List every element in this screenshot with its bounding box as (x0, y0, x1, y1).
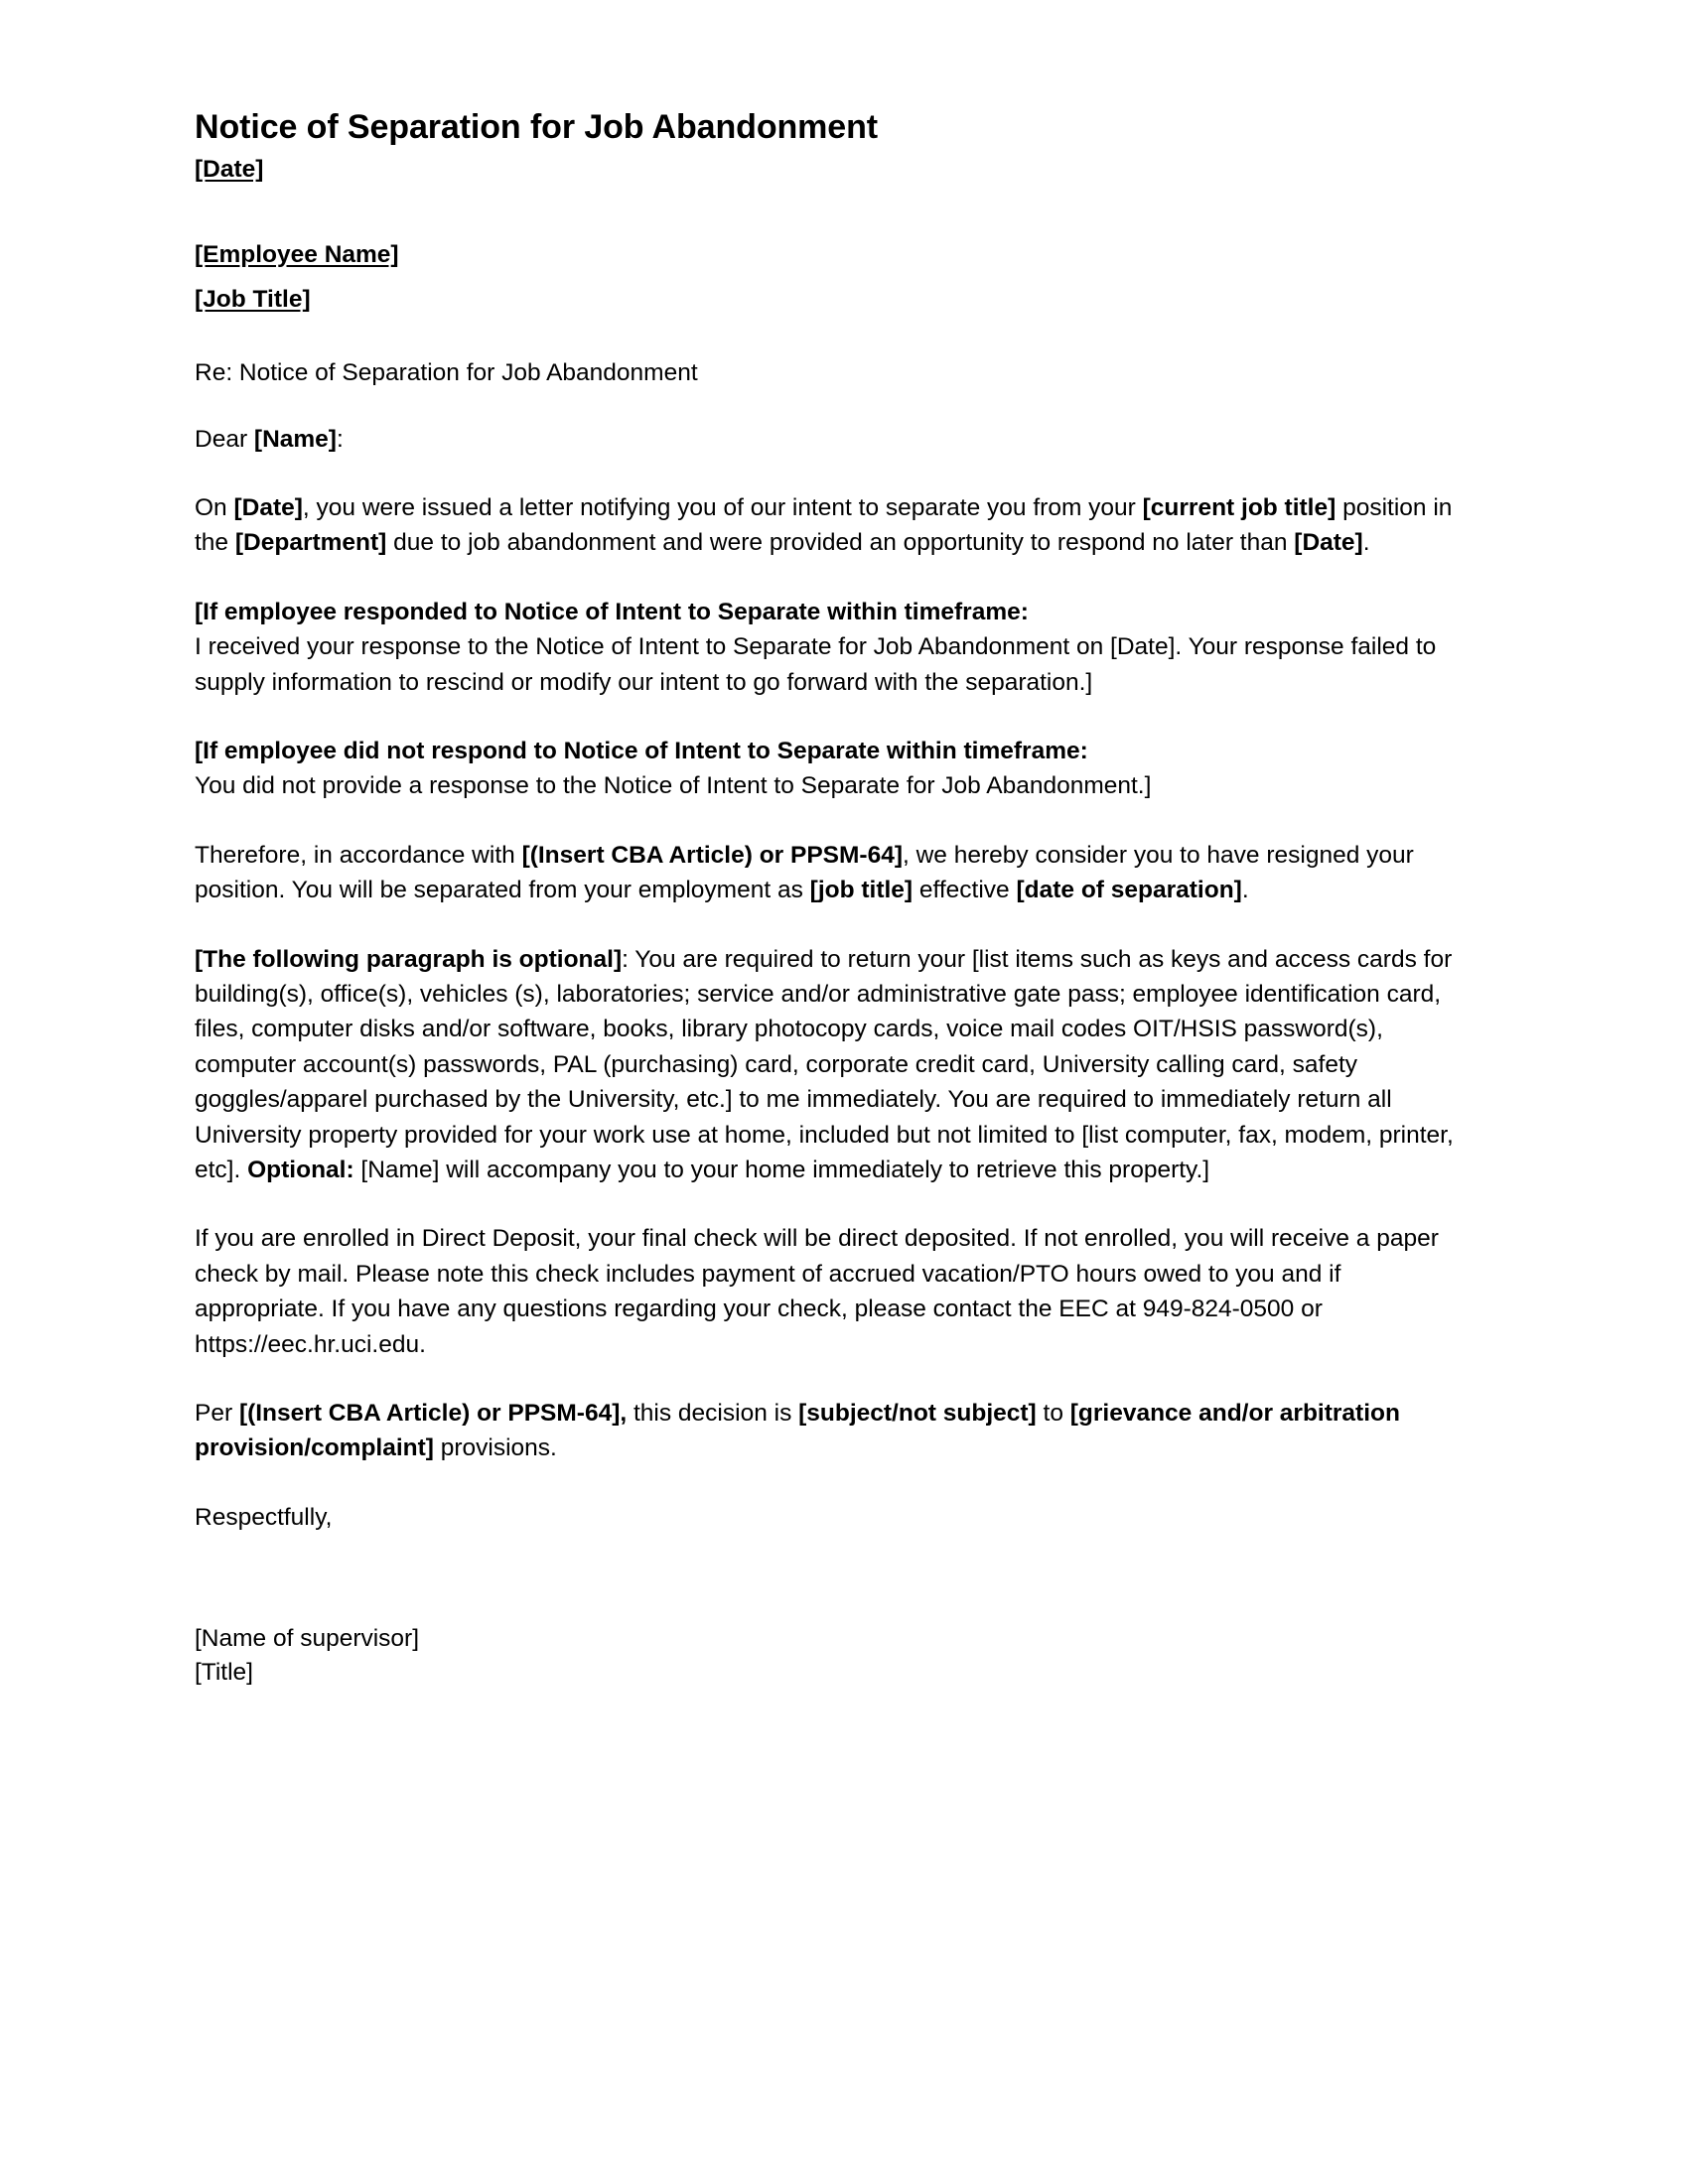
intro-seg-2: , you were issued a letter notifying you of our intent to separate you from your (302, 494, 1143, 522)
per-subject: [subject/not subject] (798, 1399, 1037, 1427)
salutation (195, 423, 1468, 457)
spacer (195, 389, 1468, 423)
spacer (195, 272, 1468, 283)
optional-paragraph (195, 942, 1468, 1188)
spacer (195, 700, 1468, 734)
spacer (195, 908, 1468, 942)
job-title-placeholder: [Job Title] (195, 285, 311, 313)
signature-title: [Title] (195, 1659, 253, 1687)
conditional-not-responded-body: You did not provide a response to the Notice of Intent to Separate for Job Abandonment.] (195, 772, 1152, 800)
spacer (195, 561, 1468, 595)
therefore-job-title: [job title] (809, 877, 914, 904)
signature-name: [Name of supervisor] (195, 1625, 420, 1653)
spacer (195, 1362, 1468, 1396)
salutation-name-placeholder: [Name] (253, 426, 337, 454)
per-grievance: [grievance and/or arbitration provision/complaint] (195, 1399, 1400, 1462)
re-line: Re: Notice of Separation for Job Abandonment (195, 358, 698, 386)
intro-date-2: [Date] (1294, 529, 1363, 557)
closing-line: Respectfully, (195, 1503, 333, 1531)
intro-date-1: [Date] (233, 494, 303, 522)
intro-paragraph (195, 490, 1468, 561)
per-seg-4: provisions. (433, 1434, 557, 1462)
per-seg-3: to (1036, 1399, 1070, 1427)
per-paragraph (195, 1396, 1468, 1466)
spacer (195, 317, 1468, 356)
therefore-seg-4: . (1241, 877, 1249, 904)
intro-current-job-title: [current job title] (1142, 494, 1336, 522)
spacer (195, 457, 1468, 490)
intro-seg-3: position in the (195, 494, 1453, 557)
per-cba-reference: [(Insert CBA Article) or PPSM-64], (238, 1399, 628, 1427)
per-seg-2: this decision is (627, 1399, 799, 1427)
page-title: Notice of Separation for Job Abandonment (195, 108, 878, 146)
spacer (195, 1535, 1468, 1622)
conditional-responded-body: I received your response to the Notice of Intent to Separate for Job Abandonment on [Date]. Your response failed to supply information to rescind or modify our intent to go forward with the separation.] (195, 633, 1437, 696)
therefore-paragraph (195, 838, 1468, 908)
signature-block (195, 1622, 1468, 1691)
date-placeholder-line (195, 153, 1468, 187)
intro-seg-1: On (195, 494, 234, 522)
conditional-responded-heading: [If employee responded to Notice of Intent to Separate within timeframe: (195, 598, 1029, 625)
therefore-seg-2: , we hereby consider you to have resigned your position. You will be separated from your employment as (195, 841, 1414, 904)
intro-department: [Department] (234, 529, 387, 557)
spacer (195, 187, 1468, 238)
job-title-line (195, 283, 1468, 317)
optional-seg-2: [Name] will accompany you to your home immediately to retrieve this property.] (353, 1156, 1210, 1183)
therefore-cba-reference: [(Insert CBA Article) or PPSM-64] (521, 841, 903, 869)
date-placeholder: [Date] (195, 156, 264, 184)
spacer (195, 1187, 1468, 1221)
spacer (195, 804, 1468, 838)
therefore-date-of-separation: [date of separation] (1016, 877, 1242, 904)
optional-seg-1: : You are required to return your [list items such as keys and access cards for building(s), office(s), vehicles (s), laboratories; service and/or administrative gate pass; employee identification card, files, computer disks and/or software, books, library photocopy cards, voice mail codes OIT/HSIS password(s), computer account(s) passwords, PAL (purchasing) card, corporate credit card, University calling card, safety goggles/apparel purchased by the University, etc.] to me immediately. You are required to immediately return all University property provided for your work use at home, included but not limited to [list computer, fax, modem, printer, etc]. (195, 945, 1454, 1183)
intro-seg-4: due to job abandonment and were provided an opportunity to respond no later than (386, 529, 1295, 557)
intro-seg-5: . (1362, 529, 1370, 557)
spacer (195, 1466, 1468, 1500)
employee-name-placeholder: [Employee Name] (195, 240, 399, 268)
direct-deposit-paragraph: If you are enrolled in Direct Deposit, your final check will be direct deposited. If not enrolled, you will receive a paper check by mail. Please note this check includes payment of accrued vacation/PTO hours owed to you and if appropriate. If you have any questions regarding your check, please contact the EEC at 949-824-0500 or https://eec.hr.uci.edu. (195, 1225, 1439, 1358)
optional-label: [The following paragraph is optional] (195, 945, 623, 973)
salutation-greeting: Dear (195, 426, 254, 454)
per-seg-1: Per (195, 1399, 239, 1427)
document-body (195, 107, 1468, 1691)
optional-bold-label: Optional: (247, 1156, 354, 1183)
salutation-colon: : (336, 426, 344, 454)
therefore-seg-3: effective (913, 877, 1017, 904)
employee-name-line (195, 238, 1468, 272)
therefore-seg-1: Therefore, in accordance with (195, 841, 522, 869)
conditional-not-responded-heading: [If employee did not respond to Notice of Intent to Separate within timeframe: (195, 738, 1088, 765)
